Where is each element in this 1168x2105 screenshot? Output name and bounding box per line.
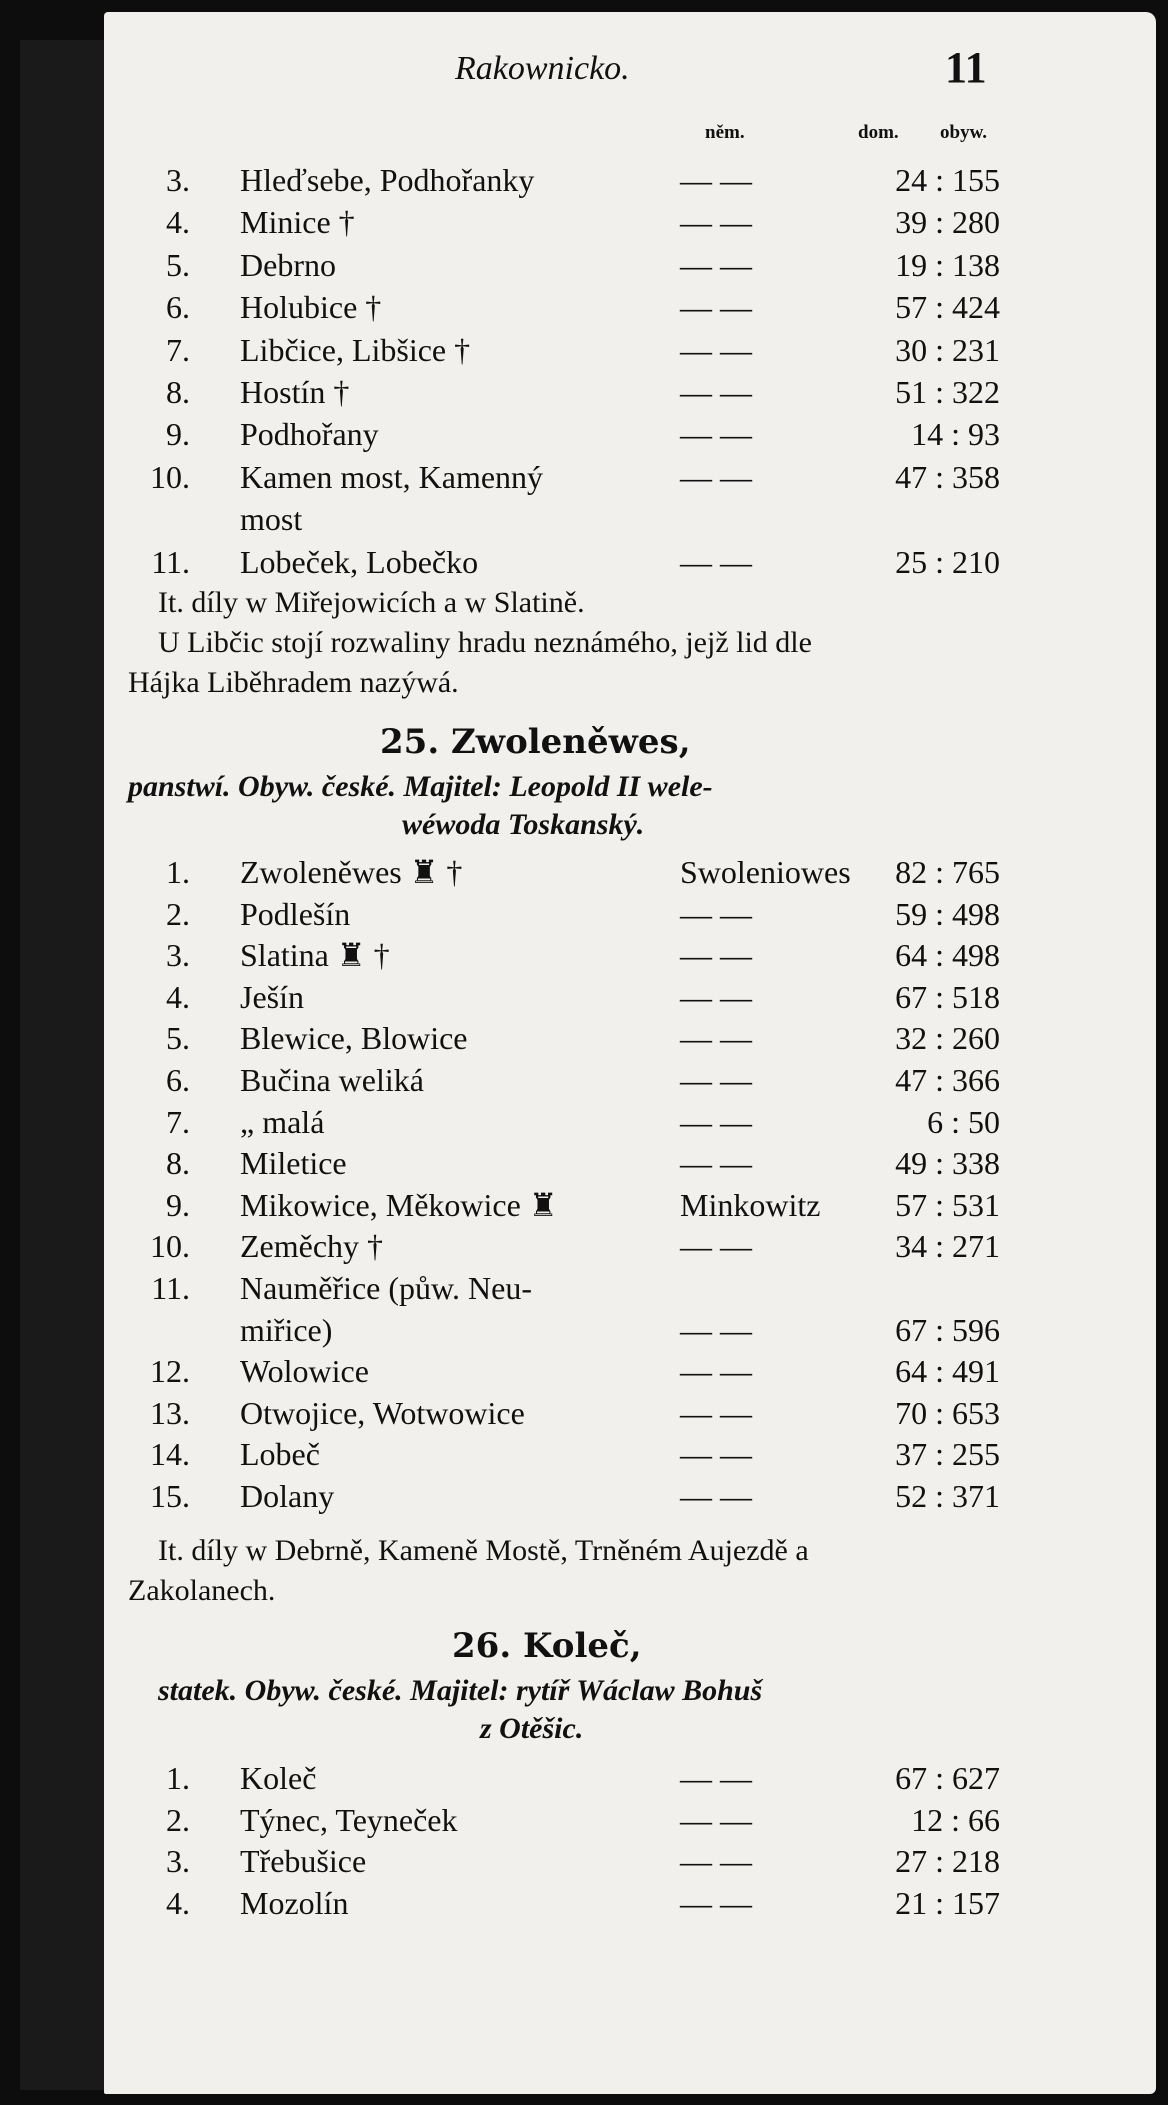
german-name: — — bbox=[680, 543, 752, 580]
german-name: — — bbox=[680, 1884, 752, 1921]
row-number: 4. bbox=[166, 204, 190, 241]
book-spine-shadow bbox=[20, 40, 104, 2090]
houses-population: 64 : 498 bbox=[895, 937, 1000, 974]
row-number: 1. bbox=[166, 1760, 190, 1796]
row-number: 11. bbox=[151, 543, 190, 580]
column-head-obyw: obyw. bbox=[940, 122, 987, 143]
row-number: 5. bbox=[166, 1020, 190, 1057]
row-number: 9. bbox=[166, 1186, 190, 1223]
place-name: Lobeček, Lobečko bbox=[240, 543, 479, 580]
section-description: panstwí. Obyw. české. Majitel: Leopold II wele- bbox=[128, 770, 713, 803]
houses-population: 67 : 596 bbox=[895, 1311, 1000, 1348]
german-name: — — bbox=[680, 1801, 752, 1838]
german-name: Swoleniowes bbox=[680, 854, 851, 890]
german-name: — — bbox=[680, 937, 752, 974]
row-number: 3. bbox=[166, 162, 190, 198]
note-line: Zakolanech. bbox=[128, 1574, 276, 1607]
houses-population: 39 : 280 bbox=[895, 204, 1000, 241]
row-number: 6. bbox=[166, 289, 190, 326]
houses-population: 6 : 50 bbox=[927, 1103, 1000, 1140]
place-name: Týnec, Teyneček bbox=[240, 1801, 458, 1838]
page-number: 11 bbox=[945, 43, 987, 92]
place-name: Hleďsebe, Podhořanky bbox=[240, 162, 535, 198]
place-name: Miletice bbox=[240, 1145, 347, 1182]
german-name: — — bbox=[680, 1311, 752, 1348]
row-number bbox=[130, 499, 190, 539]
german-name: — — bbox=[680, 1062, 752, 1098]
place-name: most bbox=[240, 501, 303, 538]
row-number: 6. bbox=[166, 1062, 190, 1098]
column-head-nem: něm. bbox=[705, 122, 745, 143]
german-name: — — bbox=[680, 1436, 752, 1473]
houses-population: 67 : 518 bbox=[895, 978, 1000, 1015]
place-name: Hostín † bbox=[240, 374, 350, 410]
place-name: Nauměřice (půw. Neu- bbox=[240, 1270, 533, 1306]
row-number bbox=[130, 1310, 190, 1350]
row-number: 7. bbox=[166, 1103, 190, 1140]
german-name: Minkowitz bbox=[680, 1186, 821, 1223]
place-name: Zeměchy † bbox=[240, 1228, 384, 1265]
houses-population: 82 : 765 bbox=[895, 854, 1000, 890]
place-name: Podlešín bbox=[240, 895, 351, 932]
place-name: Libčice, Libšice † bbox=[240, 331, 471, 368]
houses-population: 64 : 491 bbox=[895, 1353, 1000, 1390]
german-name: — — bbox=[680, 416, 752, 453]
houses-population: 14 : 93 bbox=[911, 416, 1000, 453]
place-name: Zwoleněwes ♜ † bbox=[240, 854, 463, 890]
column-head-dom: dom. bbox=[858, 122, 899, 143]
place-name: Blewice, Blowice bbox=[240, 1020, 468, 1057]
houses-population: 49 : 338 bbox=[895, 1145, 1000, 1182]
row-number: 10. bbox=[150, 458, 190, 495]
row-number: 8. bbox=[166, 1145, 190, 1182]
german-name: — — bbox=[680, 1020, 752, 1057]
houses-population bbox=[840, 1268, 1000, 1308]
place-name: Slatina ♜ † bbox=[240, 937, 390, 974]
note-line: Hájka Liběhradem nazýwá. bbox=[128, 666, 459, 699]
section-description: z Otěšic. bbox=[480, 1712, 584, 1745]
german-name: — — bbox=[680, 895, 752, 932]
houses-population: 51 : 322 bbox=[895, 374, 1000, 410]
houses-population: 27 : 218 bbox=[895, 1843, 1000, 1880]
houses-population: 67 : 627 bbox=[895, 1760, 1000, 1796]
section-heading: 26. Koleč, bbox=[452, 1626, 642, 1666]
houses-population: 57 : 424 bbox=[895, 289, 1000, 326]
place-name: miřice) bbox=[240, 1311, 333, 1348]
row-number: 3. bbox=[166, 1843, 190, 1880]
houses-population: 12 : 66 bbox=[911, 1801, 1000, 1838]
place-name: Ješín bbox=[240, 978, 304, 1015]
houses-population: 32 : 260 bbox=[895, 1020, 1000, 1057]
german-name: — — bbox=[680, 162, 752, 198]
place-name: Dolany bbox=[240, 1478, 335, 1514]
houses-population: 21 : 157 bbox=[895, 1884, 1000, 1921]
german-name: — — bbox=[680, 374, 752, 410]
section-description: wéwoda Toskanský. bbox=[402, 808, 645, 841]
german-name: — — bbox=[680, 1478, 752, 1514]
german-name: — — bbox=[680, 1843, 752, 1880]
place-name: Wolowice bbox=[240, 1353, 369, 1390]
houses-population: 47 : 366 bbox=[895, 1062, 1000, 1098]
houses-population: 47 : 358 bbox=[895, 458, 1000, 495]
german-name: — — bbox=[680, 1145, 752, 1182]
row-number: 14. bbox=[150, 1436, 190, 1473]
german-name: — — bbox=[680, 246, 752, 283]
german-name: — — bbox=[680, 289, 752, 326]
german-name: — — bbox=[680, 978, 752, 1015]
place-name: Třebušice bbox=[240, 1843, 367, 1880]
german-name: — — bbox=[680, 1228, 752, 1265]
row-number: 12. bbox=[150, 1353, 190, 1390]
place-name: Debrno bbox=[240, 246, 336, 283]
place-name: Otwojice, Wotwowice bbox=[240, 1394, 525, 1431]
place-name: Lobeč bbox=[240, 1436, 320, 1473]
place-name: Mikowice, Měkowice ♜ bbox=[240, 1186, 558, 1223]
row-number: 13. bbox=[150, 1394, 190, 1431]
row-number: 8. bbox=[166, 374, 190, 410]
row-number: 2. bbox=[166, 1801, 190, 1838]
row-number: 5. bbox=[166, 246, 190, 283]
houses-population: 57 : 531 bbox=[895, 1186, 1000, 1223]
place-name: Koleč bbox=[240, 1760, 317, 1796]
place-name: Minice † bbox=[240, 204, 355, 241]
section-heading: 25. Zwoleněwes, bbox=[380, 722, 691, 762]
note-line: It. díly w Debrně, Kameně Mostě, Trněném Aujezdě a bbox=[158, 1534, 809, 1567]
houses-population: 24 : 155 bbox=[895, 162, 1000, 198]
note-line: It. díly w Miřejowicích a w Slatině. bbox=[158, 586, 585, 619]
german-name: — — bbox=[680, 1760, 752, 1796]
place-name: Bučina weliká bbox=[240, 1062, 424, 1098]
german-name: — — bbox=[680, 331, 752, 368]
place-name: Podhořany bbox=[240, 416, 379, 453]
place-name: Mozolín bbox=[240, 1884, 349, 1921]
german-name: — — bbox=[680, 458, 752, 495]
houses-population bbox=[840, 499, 1000, 539]
place-name: Holubice † bbox=[240, 289, 382, 326]
german-name: — — bbox=[680, 1103, 752, 1140]
row-number: 10. bbox=[150, 1228, 190, 1265]
row-number: 2. bbox=[166, 895, 190, 932]
place-name: „ malá bbox=[240, 1103, 325, 1140]
german-name: — — bbox=[680, 204, 752, 241]
houses-population: 70 : 653 bbox=[895, 1394, 1000, 1431]
houses-population: 25 : 210 bbox=[895, 543, 1000, 580]
row-number: 3. bbox=[166, 937, 190, 974]
houses-population: 59 : 498 bbox=[895, 895, 1000, 932]
houses-population: 34 : 271 bbox=[895, 1228, 1000, 1265]
row-number: 4. bbox=[166, 1884, 190, 1921]
row-number: 15. bbox=[150, 1478, 190, 1514]
section-description: statek. Obyw. české. Majitel: rytíř Wáclaw Bohuš bbox=[158, 1674, 763, 1707]
row-number: 7. bbox=[166, 331, 190, 368]
german-name: — — bbox=[680, 1394, 752, 1431]
houses-population: 19 : 138 bbox=[895, 246, 1000, 283]
row-number: 9. bbox=[166, 416, 190, 453]
note-line: U Libčic stojí rozwaliny hradu neznámého, jejž lid dle bbox=[158, 626, 812, 659]
row-number: 4. bbox=[166, 978, 190, 1015]
running-title: Rakownicko. bbox=[455, 50, 630, 87]
houses-population: 37 : 255 bbox=[895, 1436, 1000, 1473]
german-name: — — bbox=[680, 1353, 752, 1390]
place-name: Kamen most, Kamenný bbox=[240, 458, 544, 495]
row-number: 11. bbox=[151, 1270, 190, 1306]
row-number: 1. bbox=[166, 854, 190, 890]
houses-population: 30 : 231 bbox=[895, 331, 1000, 368]
houses-population: 52 : 371 bbox=[895, 1478, 1000, 1514]
